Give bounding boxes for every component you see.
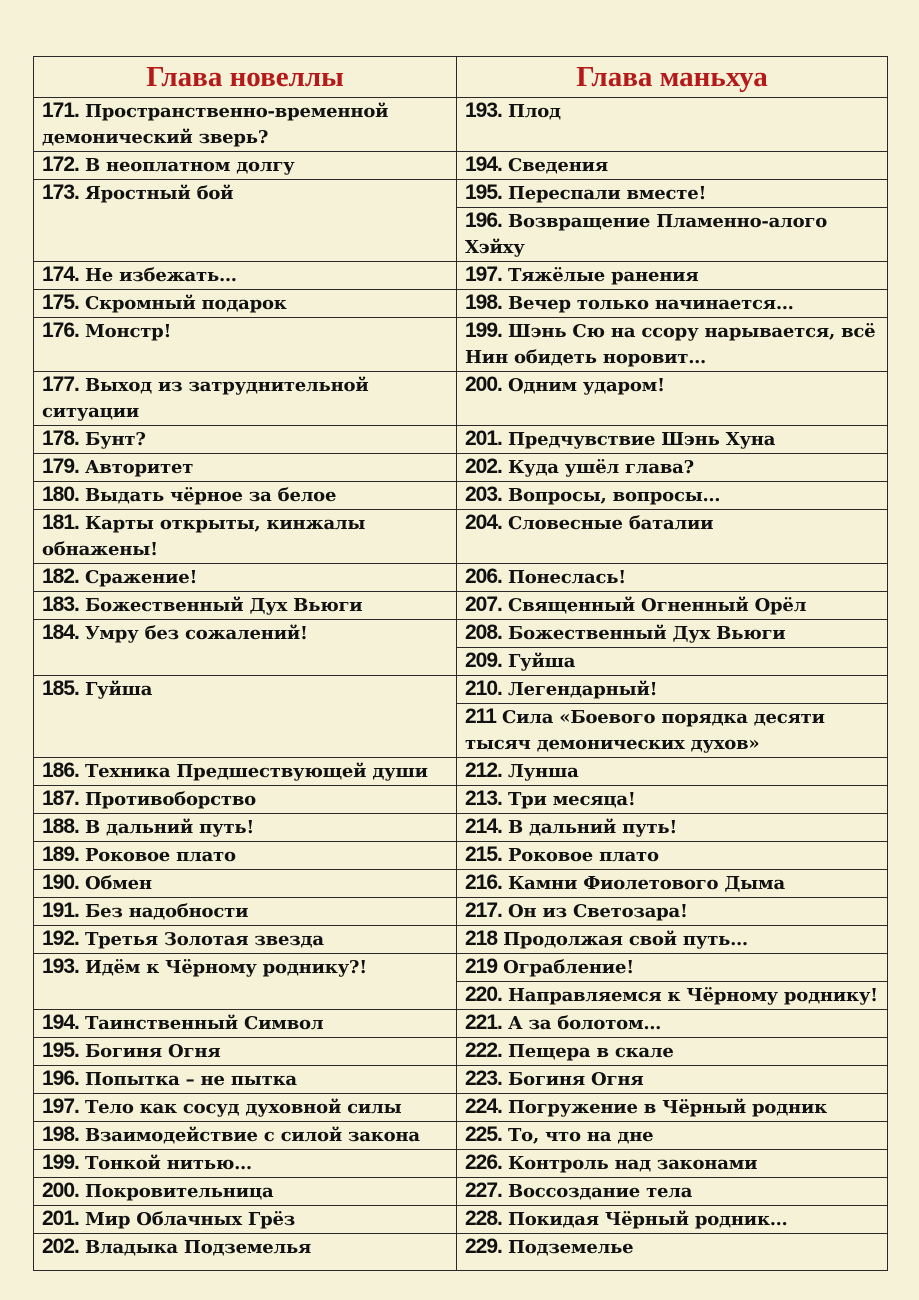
manhua-chapter-cell	[457, 208, 888, 262]
chapter-title: Роковое плато	[507, 845, 659, 866]
chapter-number: 216.	[465, 871, 502, 894]
chapter-title: Покидая Чёрный родник…	[507, 1209, 788, 1230]
manhua-chapter-cell	[457, 1038, 888, 1066]
chapter-title: Сведения	[507, 155, 608, 176]
manhua-chapter-cell	[457, 648, 888, 676]
chapter-number: 208.	[465, 621, 502, 644]
chapter-title: В неоплатном долгу	[84, 155, 295, 176]
chapter-number: 194.	[465, 153, 502, 176]
novel-chapter-cell	[34, 592, 457, 620]
chapter-title: Понеслась!	[507, 567, 626, 588]
novel-chapter-cell	[34, 482, 457, 510]
chapter-number: 207.	[465, 593, 502, 616]
chapter-title: Воссоздание тела	[507, 1181, 693, 1202]
table-row	[34, 814, 888, 842]
manhua-chapter-cell	[457, 1178, 888, 1206]
chapter-title: Возвращение Пламенно-алого Хэйху	[465, 211, 828, 258]
chapter-title: Покровительница	[84, 1181, 274, 1202]
chapter-number: 203.	[465, 483, 502, 506]
chapter-number: 171.	[42, 99, 79, 122]
chapter-number: 179.	[42, 455, 79, 478]
chapter-title: Обмен	[84, 873, 152, 894]
table-row	[34, 1206, 888, 1234]
chapter-number: 192.	[42, 927, 79, 950]
chapter-title: Гуйша	[84, 679, 153, 700]
chapter-title: Богиня Огня	[84, 1041, 221, 1062]
chapter-number: 202.	[465, 455, 502, 478]
chapter-title: Противоборство	[84, 789, 256, 810]
manhua-chapter-cell	[457, 704, 888, 758]
chapter-number: 204.	[465, 511, 502, 534]
chapter-number: 199.	[42, 1151, 79, 1174]
chapter-title: Погружение в Чёрный родник	[507, 1097, 827, 1118]
chapter-number: 189.	[42, 843, 79, 866]
manhua-chapter-cell	[457, 620, 888, 648]
chapter-number: 176.	[42, 319, 79, 342]
chapter-title: Монстр!	[84, 321, 172, 342]
chapter-number: 201.	[465, 427, 502, 450]
chapter-number: 177.	[42, 373, 79, 396]
novel-chapter-cell	[34, 926, 457, 954]
chapter-number: 187.	[42, 787, 79, 810]
chapter-number: 222.	[465, 1039, 502, 1062]
table-row	[34, 1038, 888, 1066]
table-row	[34, 318, 888, 372]
chapter-number: 217.	[465, 899, 502, 922]
manhua-chapter-cell	[457, 676, 888, 704]
chapter-title: Гуйша	[507, 651, 576, 672]
manhua-chapter-cell	[457, 786, 888, 814]
novel-chapter-cell	[34, 372, 457, 426]
chapter-number: 172.	[42, 153, 79, 176]
novel-chapter-cell	[34, 454, 457, 482]
manhua-column-header: Глава маньхуа	[457, 57, 888, 98]
chapter-number: 195.	[465, 181, 502, 204]
novel-chapter-cell	[34, 1066, 457, 1094]
novel-chapter-cell	[34, 1178, 457, 1206]
table-row	[34, 180, 888, 208]
chapter-title: Пространственно-временной демонический зверь?	[42, 101, 389, 148]
chapter-title: Шэнь Сю на ссору нарывается, всё Нин обидеть норовит…	[465, 321, 876, 368]
chapter-title: Три месяца!	[507, 789, 636, 810]
table-row	[34, 758, 888, 786]
chapter-number: 199.	[465, 319, 502, 342]
chapter-title: Тело как сосуд духовной силы	[84, 1097, 402, 1118]
chapter-title: Предчувствие Шэнь Хуна	[507, 429, 776, 450]
table-row	[34, 926, 888, 954]
table-row	[34, 510, 888, 564]
novel-chapter-cell	[34, 510, 457, 564]
chapter-number: 198.	[465, 291, 502, 314]
table-row	[34, 564, 888, 592]
table-row	[34, 1066, 888, 1094]
novel-chapter-cell	[34, 898, 457, 926]
table-row	[34, 426, 888, 454]
chapter-number: 221.	[465, 1011, 502, 1034]
table-row	[34, 676, 888, 704]
chapter-number: 193.	[42, 955, 79, 978]
chapter-number: 182.	[42, 565, 79, 588]
table-row	[34, 372, 888, 426]
table-row	[34, 1150, 888, 1178]
chapter-title: Контроль над законами	[507, 1153, 758, 1174]
chapter-title: Взаимодействие с силой закона	[84, 1125, 420, 1146]
table-row	[34, 98, 888, 152]
table-row	[34, 592, 888, 620]
novel-chapter-cell	[34, 1038, 457, 1066]
chapter-title: Авторитет	[84, 457, 194, 478]
chapter-number: 229.	[465, 1235, 502, 1258]
manhua-chapter-cell	[457, 318, 888, 372]
manhua-chapter-cell	[457, 954, 888, 982]
novel-chapter-cell	[34, 1010, 457, 1038]
chapter-number: 184.	[42, 621, 79, 644]
table-row	[34, 454, 888, 482]
novel-chapter-cell	[34, 180, 457, 262]
chapter-title: Мир Облачных Грёз	[84, 1209, 296, 1230]
chapter-correspondence-table	[33, 56, 888, 1271]
table-row	[34, 262, 888, 290]
chapter-title: Божественный Дух Вьюги	[507, 623, 786, 644]
novel-chapter-cell	[34, 98, 457, 152]
chapter-title: Карты открыты, кинжалы обнажены!	[42, 513, 366, 560]
chapter-number: 202.	[42, 1235, 79, 1258]
novel-column-header: Глава новеллы	[34, 57, 457, 98]
novel-chapter-cell	[34, 290, 457, 318]
chapter-title: Таинственный Символ	[84, 1013, 324, 1034]
chapter-number: 178.	[42, 427, 79, 450]
manhua-chapter-cell	[457, 814, 888, 842]
chapter-number: 210.	[465, 677, 502, 700]
manhua-chapter-cell	[457, 926, 888, 954]
chapter-number: 196.	[42, 1067, 79, 1090]
chapter-number: 200.	[42, 1179, 79, 1202]
manhua-chapter-cell	[457, 982, 888, 1010]
manhua-chapter-cell	[457, 1010, 888, 1038]
manhua-chapter-cell	[457, 1234, 888, 1271]
table-row	[34, 482, 888, 510]
manhua-chapter-cell	[457, 1206, 888, 1234]
chapter-title: Камни Фиолетового Дыма	[507, 873, 785, 894]
table-row	[34, 842, 888, 870]
chapter-title: Ограбление!	[503, 957, 634, 978]
chapter-number: 185.	[42, 677, 79, 700]
chapter-number: 220.	[465, 983, 502, 1006]
chapter-number: 218	[465, 927, 498, 950]
novel-chapter-cell	[34, 1206, 457, 1234]
manhua-chapter-cell	[457, 510, 888, 564]
chapter-title: Попытка – не пытка	[84, 1069, 297, 1090]
chapter-number: 196.	[465, 209, 502, 232]
chapter-title: Куда ушёл глава?	[507, 457, 694, 478]
manhua-chapter-cell	[457, 372, 888, 426]
chapter-title: Вечер только начинается…	[507, 293, 794, 314]
manhua-chapter-cell	[457, 1150, 888, 1178]
chapter-title: Вопросы, вопросы…	[507, 485, 721, 506]
chapter-number: 224.	[465, 1095, 502, 1118]
manhua-chapter-cell	[457, 98, 888, 152]
chapter-number: 174.	[42, 263, 79, 286]
chapter-title: Подземелье	[507, 1237, 634, 1258]
chapter-number: 180.	[42, 483, 79, 506]
novel-chapter-cell	[34, 870, 457, 898]
chapter-title: Одним ударом!	[507, 375, 665, 396]
chapter-number: 215.	[465, 843, 502, 866]
chapter-number: 173.	[42, 181, 79, 204]
manhua-chapter-cell	[457, 1122, 888, 1150]
chapter-title: Скромный подарок	[84, 293, 287, 314]
chapter-number: 212.	[465, 759, 502, 782]
manhua-chapter-cell	[457, 870, 888, 898]
table-row	[34, 1010, 888, 1038]
chapter-title: Не избежать…	[84, 265, 237, 286]
manhua-chapter-cell	[457, 564, 888, 592]
manhua-chapter-cell	[457, 898, 888, 926]
chapter-title: Переспали вместе!	[507, 183, 707, 204]
chapter-number: 201.	[42, 1207, 79, 1230]
chapter-number: 228.	[465, 1207, 502, 1230]
chapter-title: Умру без сожалений!	[84, 623, 308, 644]
manhua-chapter-cell	[457, 262, 888, 290]
table-row	[34, 290, 888, 318]
chapter-number: 219	[465, 955, 498, 978]
novel-chapter-cell	[34, 1122, 457, 1150]
chapter-title: Третья Золотая звезда	[84, 929, 324, 950]
chapter-number: 200.	[465, 373, 502, 396]
manhua-chapter-cell	[457, 1066, 888, 1094]
novel-chapter-cell	[34, 152, 457, 180]
table-row	[34, 152, 888, 180]
chapter-number: 190.	[42, 871, 79, 894]
chapter-title: Яростный бой	[84, 183, 234, 204]
chapter-title: Божественный Дух Вьюги	[84, 595, 363, 616]
chapter-title: Без надобности	[84, 901, 249, 922]
chapter-title: Бунт?	[84, 429, 146, 450]
chapter-title: Словесные баталии	[507, 513, 714, 534]
table-row	[34, 786, 888, 814]
chapter-number: 209.	[465, 649, 502, 672]
chapter-number: 197.	[42, 1095, 79, 1118]
chapter-number: 188.	[42, 815, 79, 838]
chapter-number: 227.	[465, 1179, 502, 1202]
chapter-title: Продолжая свой путь…	[503, 929, 748, 950]
manhua-chapter-cell	[457, 482, 888, 510]
chapter-title: Пещера в скале	[507, 1041, 674, 1062]
novel-chapter-cell	[34, 954, 457, 1010]
novel-chapter-cell	[34, 1234, 457, 1271]
chapter-title: В дальний путь!	[507, 817, 678, 838]
chapter-number: 197.	[465, 263, 502, 286]
manhua-chapter-cell	[457, 426, 888, 454]
chapter-title: Тяжёлые ранения	[507, 265, 699, 286]
chapter-title: Владыка Подземелья	[84, 1237, 312, 1258]
table-header-row	[34, 57, 888, 98]
novel-chapter-cell	[34, 814, 457, 842]
novel-chapter-cell	[34, 842, 457, 870]
table-row	[34, 954, 888, 982]
chapter-number: 175.	[42, 291, 79, 314]
manhua-chapter-cell	[457, 454, 888, 482]
chapter-title: Богиня Огня	[507, 1069, 644, 1090]
novel-chapter-cell	[34, 786, 457, 814]
table-row	[34, 1094, 888, 1122]
table-row	[34, 1234, 888, 1271]
manhua-chapter-cell	[457, 1094, 888, 1122]
chapter-number: 191.	[42, 899, 79, 922]
chapter-number: 206.	[465, 565, 502, 588]
chapter-number: 223.	[465, 1067, 502, 1090]
chapter-number: 214.	[465, 815, 502, 838]
chapter-number: 226.	[465, 1151, 502, 1174]
table-row	[34, 898, 888, 926]
chapter-title: Сила «Боевого порядка десяти тысяч демонических духов»	[465, 707, 825, 754]
chapter-title: Роковое плато	[84, 845, 236, 866]
chapter-title: Направляемся к Чёрному роднику!	[507, 985, 878, 1006]
chapter-title: Он из Светозара!	[507, 901, 688, 922]
chapter-title: Техника Предшествующей души	[84, 761, 428, 782]
table-row	[34, 870, 888, 898]
table-row	[34, 1122, 888, 1150]
chapter-number: 211	[465, 705, 496, 728]
chapter-title: Лунша	[507, 761, 579, 782]
chapter-number: 186.	[42, 759, 79, 782]
chapter-title: Священный Огненный Орёл	[507, 595, 807, 616]
novel-chapter-cell	[34, 262, 457, 290]
chapter-title: А за болотом…	[507, 1013, 662, 1034]
chapter-number: 193.	[465, 99, 502, 122]
chapter-number: 194.	[42, 1011, 79, 1034]
novel-chapter-cell	[34, 676, 457, 758]
novel-chapter-cell	[34, 426, 457, 454]
chapter-title: Выход из затруднительной ситуации	[42, 375, 369, 422]
novel-chapter-cell	[34, 620, 457, 676]
chapter-title: Выдать чёрное за белое	[84, 485, 337, 506]
manhua-chapter-cell	[457, 180, 888, 208]
manhua-chapter-cell	[457, 842, 888, 870]
chapter-number: 195.	[42, 1039, 79, 1062]
chapter-title: Идём к Чёрному роднику?!	[84, 957, 367, 978]
chapter-title: Плод	[507, 101, 561, 122]
table-row	[34, 1178, 888, 1206]
manhua-chapter-cell	[457, 592, 888, 620]
chapter-number: 181.	[42, 511, 79, 534]
chapter-title: То, что на дне	[507, 1125, 654, 1146]
chapter-number: 213.	[465, 787, 502, 810]
manhua-chapter-cell	[457, 758, 888, 786]
chapter-number: 225.	[465, 1123, 502, 1146]
novel-chapter-cell	[34, 758, 457, 786]
chapter-number: 198.	[42, 1123, 79, 1146]
chapter-title: В дальний путь!	[84, 817, 255, 838]
manhua-chapter-cell	[457, 152, 888, 180]
chapter-title: Легендарный!	[507, 679, 658, 700]
novel-chapter-cell	[34, 1150, 457, 1178]
manhua-chapter-cell	[457, 290, 888, 318]
novel-chapter-cell	[34, 564, 457, 592]
novel-chapter-cell	[34, 1094, 457, 1122]
novel-chapter-cell	[34, 318, 457, 372]
chapter-number: 183.	[42, 593, 79, 616]
table-row	[34, 620, 888, 648]
chapter-title: Сражение!	[84, 567, 198, 588]
chapter-title: Тонкой нитью…	[84, 1153, 252, 1174]
